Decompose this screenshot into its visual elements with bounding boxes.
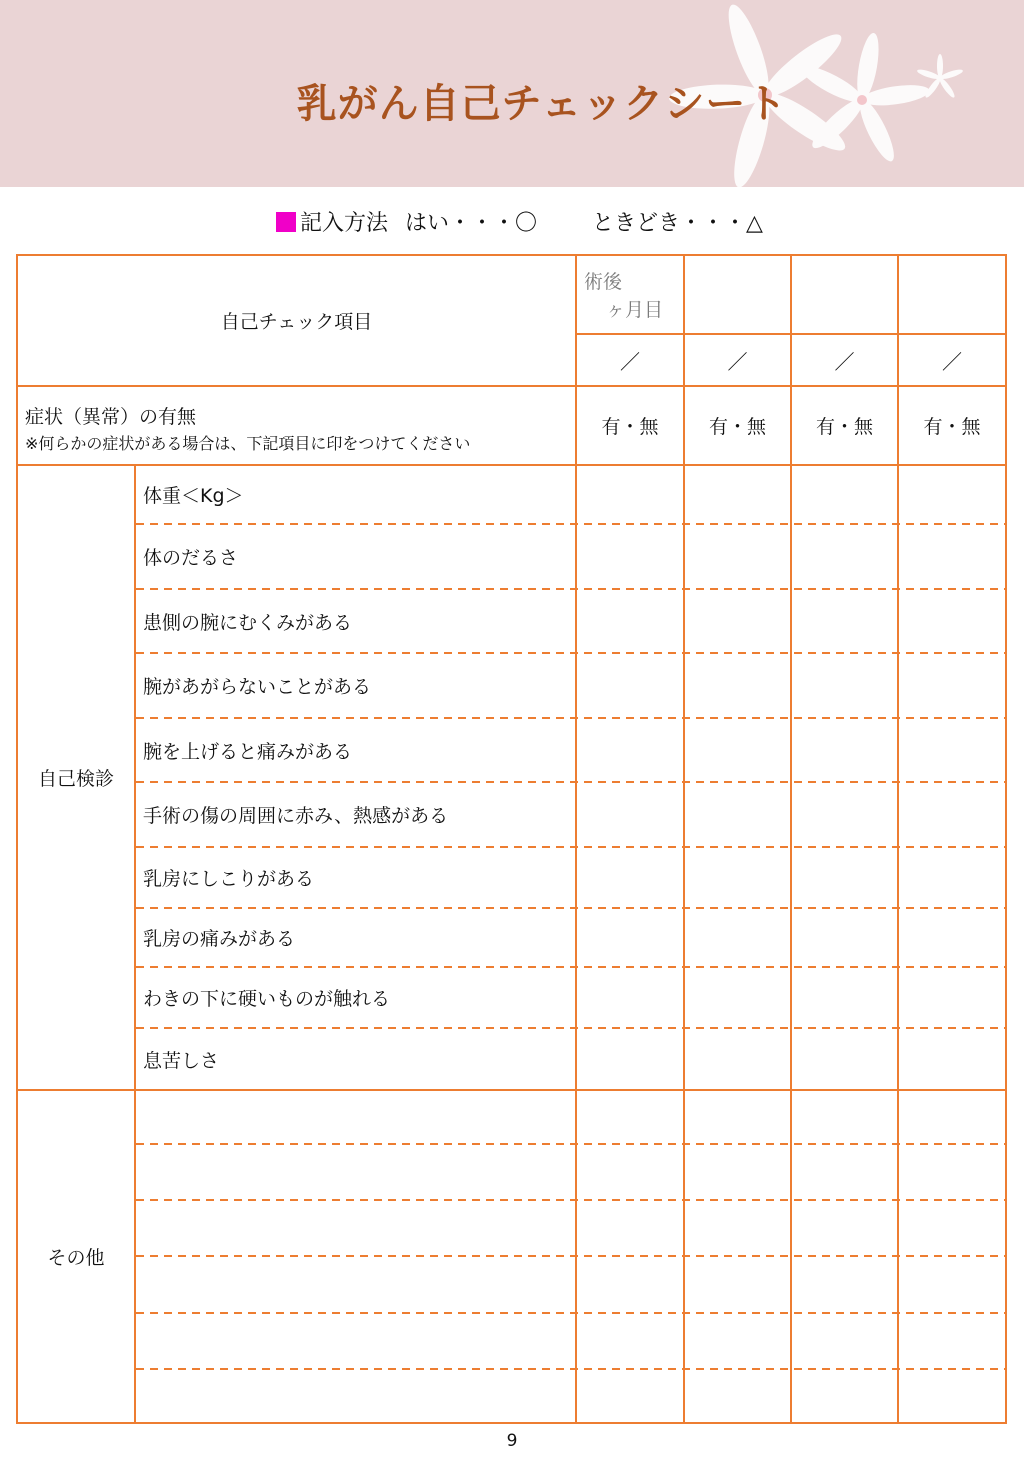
- symptom-note: ※何らかの症状がある場合は、下記項目に印をつけてください: [25, 434, 471, 453]
- legend-label: 記入方法: [300, 211, 389, 236]
- date-slash-1[interactable]: ／: [620, 349, 640, 374]
- postop-label-1: 術後: [584, 271, 623, 293]
- date-slash-3[interactable]: ／: [834, 349, 855, 374]
- symptom-title: 症状（異常）の有無: [25, 406, 197, 428]
- item-column-header: 自己チェック項目: [220, 311, 373, 333]
- self-exam-item: 患側の腕にむくみがある: [143, 611, 353, 634]
- self-exam-label: 自己検診: [37, 768, 114, 790]
- symptom-row-label: [25, 402, 470, 454]
- page-title: 乳がん自己チェックシート: [296, 81, 788, 127]
- symptom-choice-3[interactable]: 有・無: [815, 416, 873, 438]
- magenta-square-icon: [276, 212, 296, 232]
- self-exam-item: 腕を上げると痛みがある: [143, 740, 353, 763]
- postop-label-2: ヶ月目: [606, 299, 664, 321]
- self-exam-item: 手術の傷の周囲に赤み、熱感がある: [143, 805, 449, 827]
- self-exam-item: 息苦しさ: [143, 1049, 220, 1072]
- self-exam-item: わきの下に硬いものが触れる: [143, 988, 391, 1010]
- legend: [276, 206, 773, 237]
- header-banner: [0, 0, 1024, 187]
- legend-sometimes: ときどき・・・△: [592, 211, 763, 236]
- date-slash-2[interactable]: ／: [727, 349, 748, 374]
- symptom-choice-1[interactable]: 有・無: [601, 416, 659, 438]
- other-label: その他: [47, 1247, 105, 1269]
- self-exam-item: 腕があがらないことがある: [143, 676, 372, 698]
- self-exam-item: 体重＜Kg＞: [143, 485, 244, 507]
- self-exam-item: 乳房にしこりがある: [143, 868, 315, 890]
- page-number: 9: [506, 1431, 518, 1451]
- self-exam-item: 乳房の痛みがある: [143, 928, 296, 950]
- date-slash-4[interactable]: ／: [942, 349, 962, 374]
- legend-yes: はい・・・〇: [405, 211, 538, 236]
- symptom-choice-4[interactable]: 有・無: [923, 416, 981, 438]
- self-exam-item: 体のだるさ: [143, 547, 239, 569]
- symptom-choice-2[interactable]: 有・無: [708, 416, 766, 438]
